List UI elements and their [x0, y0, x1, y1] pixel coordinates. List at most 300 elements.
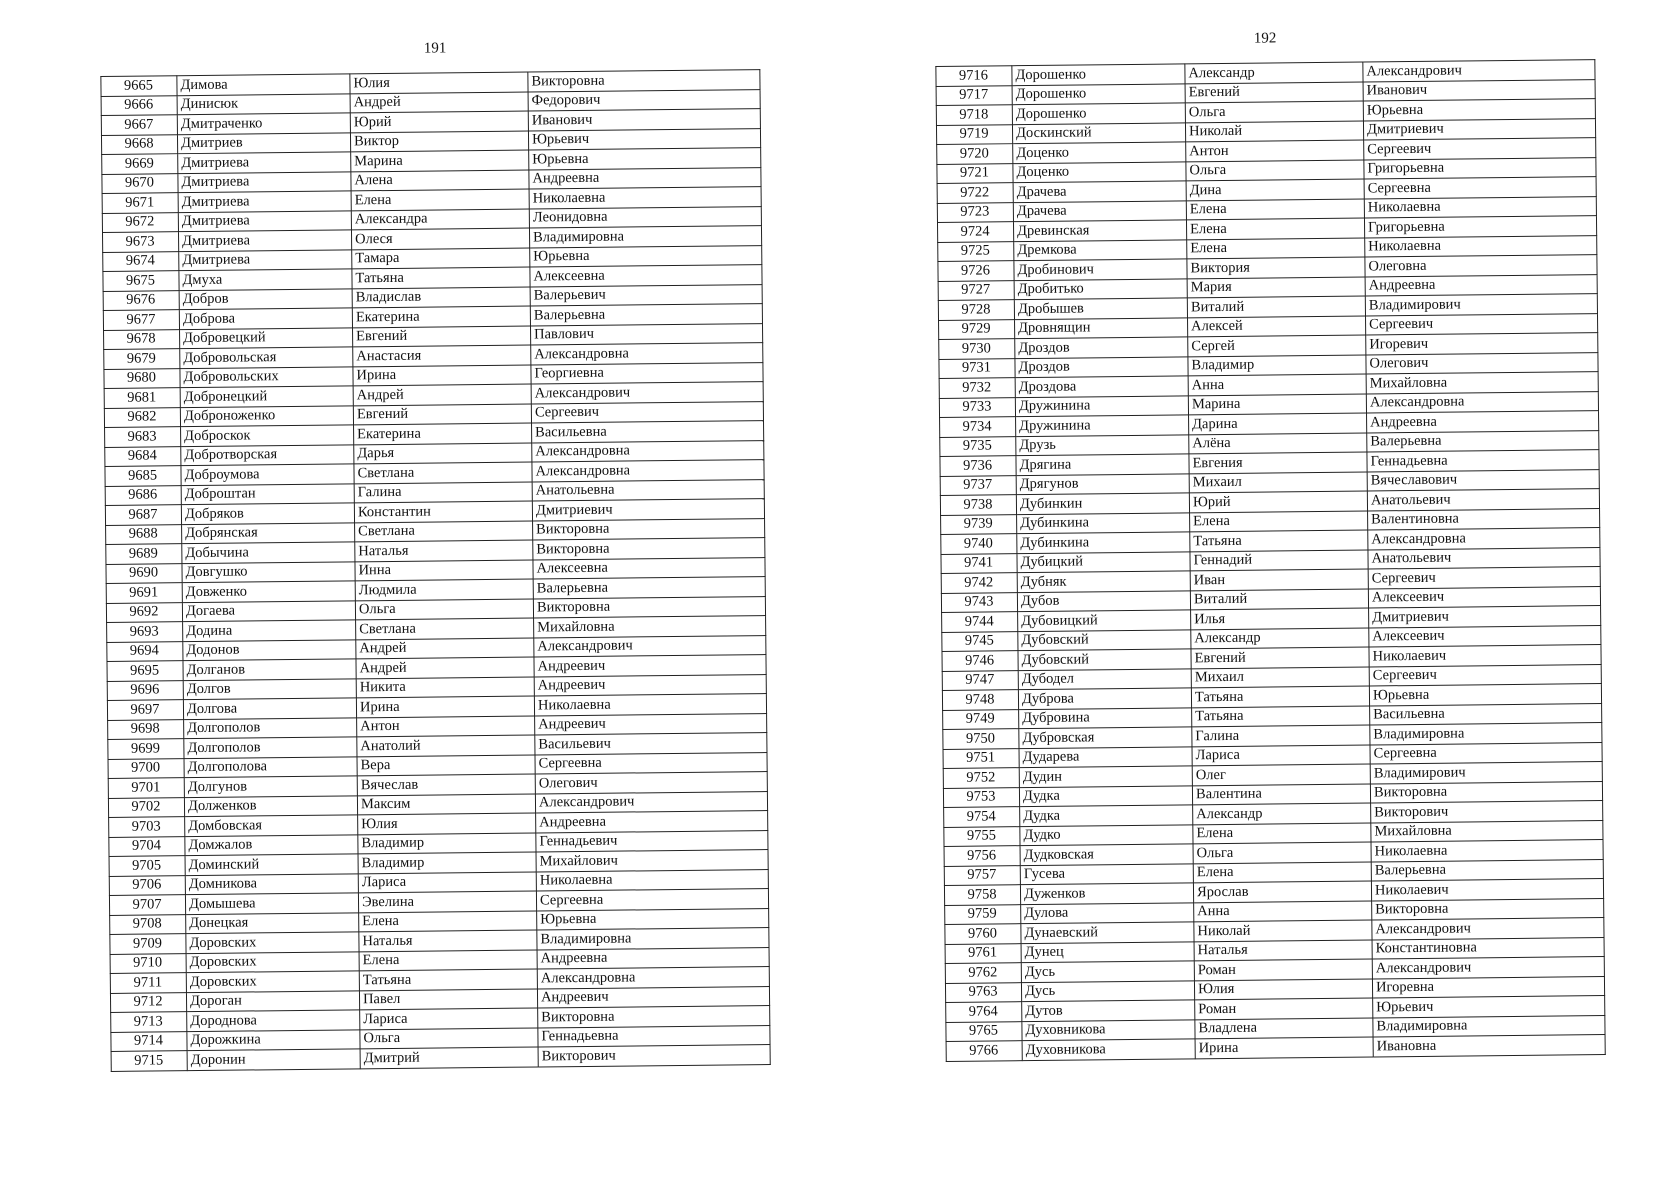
- surname-cell: Догаева: [182, 600, 355, 621]
- surname-cell: Дробышев: [1014, 298, 1187, 319]
- patronymic-cell: Юрьевна: [529, 148, 761, 170]
- first-name-cell: Елена: [351, 189, 529, 210]
- surname-cell: Долженков: [184, 795, 357, 816]
- patronymic-cell: Иванович: [1363, 79, 1595, 101]
- record-number-cell: 9730: [939, 339, 1015, 359]
- first-name-cell: Евгений: [1185, 82, 1363, 103]
- record-number-cell: 9732: [939, 378, 1015, 398]
- first-name-cell: Евгений: [353, 404, 531, 425]
- patronymic-cell: Григорьевна: [1364, 216, 1596, 238]
- first-name-cell: Ирина: [353, 365, 531, 386]
- record-number-cell: 9685: [105, 466, 181, 486]
- surname-cell: Доскинский: [1012, 122, 1185, 143]
- record-number-cell: 9723: [937, 202, 1013, 222]
- surname-cell: Доброштан: [181, 483, 354, 504]
- patronymic-cell: Григорьевна: [1364, 157, 1596, 179]
- surname-cell: Драчева: [1013, 181, 1186, 202]
- first-name-cell: Владислав: [352, 287, 530, 308]
- surname-cell: Добрянская: [182, 522, 355, 543]
- record-number-cell: 9667: [101, 115, 177, 135]
- record-number-cell: 9681: [104, 388, 180, 408]
- record-number-cell: 9764: [946, 1002, 1022, 1022]
- record-number-cell: 9699: [108, 739, 184, 759]
- first-name-cell: Виталий: [1190, 588, 1368, 609]
- record-number-cell: 9721: [937, 163, 1013, 183]
- record-number-cell: 9751: [943, 748, 1019, 768]
- record-number-cell: 9682: [104, 407, 180, 427]
- surname-cell: Додина: [183, 620, 356, 641]
- patronymic-cell: Георгиевна: [531, 362, 763, 384]
- record-number-cell: 9710: [110, 953, 186, 973]
- first-name-cell: Елена: [359, 949, 537, 970]
- first-name-cell: Александра: [351, 209, 529, 230]
- record-number-cell: 9766: [946, 1041, 1022, 1061]
- record-number-cell: 9745: [942, 631, 1018, 651]
- surname-cell: Доровских: [186, 971, 359, 992]
- record-number-cell: 9700: [108, 758, 184, 778]
- surname-cell: Домжалов: [185, 834, 358, 855]
- record-number-cell: 9747: [942, 670, 1018, 690]
- patronymic-cell: Васильевна: [532, 421, 764, 443]
- first-name-cell: Олеся: [351, 228, 529, 249]
- record-number-cell: 9701: [108, 778, 184, 798]
- first-name-cell: Юлия: [358, 813, 536, 834]
- patronymic-cell: Викторовна: [533, 538, 765, 560]
- patronymic-cell: Викторовна: [1370, 781, 1602, 803]
- patronymic-cell: Алексеевич: [1369, 625, 1601, 647]
- record-number-cell: 9763: [945, 982, 1021, 1002]
- record-number-cell: 9707: [109, 895, 185, 915]
- first-name-cell: Татьяна: [1192, 705, 1370, 726]
- patronymic-cell: Алексеевна: [530, 265, 762, 287]
- surname-cell: Дмитриева: [178, 152, 351, 173]
- record-number-cell: 9727: [938, 280, 1014, 300]
- record-number-cell: 9752: [943, 768, 1019, 788]
- patronymic-cell: Николаевна: [529, 187, 761, 209]
- first-name-cell: Юлия: [350, 72, 528, 93]
- first-name-cell: Андрей: [356, 657, 534, 678]
- patronymic-cell: Андреевна: [537, 947, 769, 969]
- surname-cell: Дуброва: [1018, 688, 1191, 709]
- surname-cell: Добровецкий: [180, 327, 353, 348]
- surname-cell: Дорошенко: [1012, 64, 1185, 85]
- surname-cell: Дубинкина: [1017, 512, 1190, 533]
- first-name-cell: Олег: [1192, 764, 1370, 785]
- patronymic-cell: Сергеевна: [1370, 742, 1602, 764]
- surname-cell: Долганов: [183, 659, 356, 680]
- record-number-cell: 9679: [104, 349, 180, 369]
- first-name-cell: Юрий: [350, 111, 528, 132]
- surname-cell: Дусь: [1021, 980, 1194, 1001]
- surname-cell: Дорошенко: [1012, 83, 1185, 104]
- record-number-cell: 9687: [105, 505, 181, 525]
- record-number-cell: 9716: [936, 66, 1012, 86]
- patronymic-cell: Федорович: [528, 89, 760, 111]
- surname-cell: Добротворская: [181, 444, 354, 465]
- first-name-cell: Юлия: [1194, 978, 1372, 999]
- patronymic-cell: Юрьевич: [528, 128, 760, 150]
- surname-cell: Динисюк: [177, 93, 350, 114]
- record-number-cell: 9709: [110, 934, 186, 954]
- first-name-cell: Владимир: [358, 832, 536, 853]
- record-number-cell: 9762: [945, 963, 1021, 983]
- first-name-cell: Андрей: [356, 637, 534, 658]
- record-number-cell: 9675: [103, 271, 179, 291]
- patronymic-cell: Игоревна: [1372, 976, 1604, 998]
- first-name-cell: Анна: [1194, 900, 1372, 921]
- first-name-cell: Владимир: [1188, 355, 1366, 376]
- patronymic-cell: Викторович: [538, 1045, 770, 1067]
- record-number-cell: 9705: [109, 856, 185, 876]
- record-number-cell: 9754: [944, 807, 1020, 827]
- first-name-cell: Ярослав: [1193, 881, 1371, 902]
- surname-cell: Дорошенко: [1012, 103, 1185, 124]
- patronymic-cell: Андреевич: [534, 655, 766, 677]
- surname-cell: Доценко: [1013, 142, 1186, 163]
- surname-cell: Дудко: [1020, 824, 1193, 845]
- first-name-cell: Александр: [1191, 627, 1369, 648]
- surname-cell: Дроздов: [1015, 356, 1188, 377]
- first-name-cell: Владлена: [1195, 1017, 1373, 1038]
- surname-cell: Дрягунов: [1016, 473, 1189, 494]
- surname-cell: Доминский: [185, 854, 358, 875]
- surname-cell: Дровнящин: [1015, 317, 1188, 338]
- record-number-cell: 9695: [107, 661, 183, 681]
- first-name-cell: Геннадий: [1190, 549, 1368, 570]
- surname-cell: Дубняк: [1017, 571, 1190, 592]
- patronymic-cell: Александрович: [535, 791, 767, 813]
- patronymic-cell: Викторович: [1371, 801, 1603, 823]
- patronymic-cell: Николаевич: [1369, 645, 1601, 667]
- patronymic-cell: Владимирович: [1370, 762, 1602, 784]
- record-number-cell: 9715: [111, 1051, 187, 1071]
- record-number-cell: 9733: [939, 397, 1015, 417]
- surname-cell: Добряков: [181, 503, 354, 524]
- patronymic-cell: Андреевич: [535, 713, 767, 735]
- surname-cell: Дубов: [1017, 590, 1190, 611]
- surname-cell: Драчева: [1013, 200, 1186, 221]
- patronymic-cell: Сергеевич: [1364, 138, 1596, 160]
- patronymic-cell: Ивановна: [1373, 1035, 1605, 1057]
- surname-cell: Домникова: [185, 873, 358, 894]
- surname-cell: Доброскок: [181, 425, 354, 446]
- record-number-cell: 9712: [110, 992, 186, 1012]
- record-number-cell: 9673: [102, 232, 178, 252]
- surname-cell: Дробинович: [1014, 259, 1187, 280]
- record-number-cell: 9739: [941, 514, 1017, 534]
- record-number-cell: 9726: [938, 261, 1014, 281]
- patronymic-cell: Валерьевич: [530, 284, 762, 306]
- first-name-cell: Наталья: [1194, 939, 1372, 960]
- record-number-cell: 9724: [937, 222, 1013, 242]
- first-name-cell: Вера: [357, 754, 535, 775]
- patronymic-cell: Владимировна: [1373, 1015, 1605, 1037]
- surname-cell: Дубовский: [1018, 649, 1191, 670]
- record-number-cell: 9717: [936, 85, 1012, 105]
- record-number-cell: 9753: [943, 787, 1019, 807]
- record-number-cell: 9671: [102, 193, 178, 213]
- surname-cell: Дусь: [1021, 961, 1194, 982]
- first-name-cell: Анатолий: [357, 735, 535, 756]
- surname-cell: Друзь: [1016, 434, 1189, 455]
- right-page: [935, 25, 1606, 1061]
- first-name-cell: Алена: [351, 170, 529, 191]
- first-name-cell: Ольга: [1193, 842, 1371, 863]
- record-number-cell: 9720: [937, 144, 1013, 164]
- patronymic-cell: Анатольевна: [532, 479, 764, 501]
- surname-cell: Дуженков: [1020, 883, 1193, 904]
- record-number-cell: 9734: [940, 417, 1016, 437]
- first-name-cell: Татьяна: [1191, 686, 1369, 707]
- patronymic-cell: Павлович: [530, 323, 762, 345]
- record-number-cell: 9680: [104, 368, 180, 388]
- surname-cell: Добронецкий: [180, 386, 353, 407]
- record-number-cell: 9735: [940, 436, 1016, 456]
- patronymic-cell: Геннадьевич: [536, 830, 768, 852]
- patronymic-cell: Николаевна: [1365, 235, 1597, 257]
- patronymic-cell: Сергеевич: [1365, 313, 1597, 335]
- first-name-cell: Наталья: [359, 930, 537, 951]
- record-number-cell: 9738: [940, 495, 1016, 515]
- patronymic-cell: Валерьевна: [533, 577, 765, 599]
- surname-cell: Доценко: [1013, 161, 1186, 182]
- patronymic-cell: Николаевна: [534, 694, 766, 716]
- surname-cell: Дубинкина: [1017, 532, 1190, 553]
- first-name-cell: Антон: [1186, 140, 1364, 161]
- first-name-cell: Екатерина: [352, 306, 530, 327]
- registry-table-body: [101, 70, 770, 1071]
- first-name-cell: Елена: [1186, 218, 1364, 239]
- patronymic-cell: Олегович: [535, 772, 767, 794]
- record-number-cell: 9731: [939, 358, 1015, 378]
- surname-cell: Доброноженко: [180, 405, 353, 426]
- patronymic-cell: Александрович: [1363, 60, 1595, 82]
- patronymic-cell: Михайловна: [1366, 372, 1598, 394]
- patronymic-cell: Юрьевна: [537, 908, 769, 930]
- registry-table: [100, 69, 770, 1071]
- patronymic-cell: Николаевна: [1371, 840, 1603, 862]
- first-name-cell: Дмитрий: [360, 1047, 538, 1068]
- patronymic-cell: Викторовна: [1372, 898, 1604, 920]
- surname-cell: Доброва: [179, 308, 352, 329]
- first-name-cell: Ольга: [1186, 160, 1364, 181]
- first-name-cell: Татьяна: [359, 969, 537, 990]
- first-name-cell: Евгений: [353, 326, 531, 347]
- first-name-cell: Максим: [357, 793, 535, 814]
- first-name-cell: Елена: [1190, 510, 1368, 531]
- first-name-cell: Анастасия: [353, 345, 531, 366]
- record-number-cell: 9725: [938, 241, 1014, 261]
- first-name-cell: Светлана: [356, 618, 534, 639]
- first-name-cell: Наталья: [355, 540, 533, 561]
- record-number-cell: 9750: [943, 729, 1019, 749]
- surname-cell: Доровских: [186, 932, 359, 953]
- record-number-cell: 9729: [939, 319, 1015, 339]
- surname-cell: Дударева: [1019, 746, 1192, 767]
- first-name-cell: Светлана: [355, 520, 533, 541]
- record-number-cell: 9748: [942, 690, 1018, 710]
- record-number-cell: 9714: [111, 1031, 187, 1051]
- first-name-cell: Евгений: [1191, 647, 1369, 668]
- first-name-cell: Александр: [1185, 62, 1363, 83]
- surname-cell: Дроздова: [1015, 376, 1188, 397]
- patronymic-cell: Константиновна: [1372, 937, 1604, 959]
- first-name-cell: Виктория: [1187, 257, 1365, 278]
- patronymic-cell: Сергеевич: [1368, 567, 1600, 589]
- patronymic-cell: Леонидовна: [529, 206, 761, 228]
- record-number-cell: 9760: [945, 924, 1021, 944]
- surname-cell: Дулова: [1021, 902, 1194, 923]
- record-number-cell: 9742: [941, 573, 1017, 593]
- first-name-cell: Ольга: [1185, 101, 1363, 122]
- record-number-cell: 9757: [944, 865, 1020, 885]
- record-number-cell: 9761: [945, 943, 1021, 963]
- first-name-cell: Иван: [1190, 569, 1368, 590]
- record-number-cell: 9666: [101, 95, 177, 115]
- surname-cell: Дубовицкий: [1018, 610, 1191, 631]
- surname-cell: Дубровская: [1019, 727, 1192, 748]
- patronymic-cell: Васильевич: [535, 733, 767, 755]
- patronymic-cell: Викторовна: [533, 596, 765, 618]
- record-number-cell: 9756: [944, 846, 1020, 866]
- first-name-cell: Ирина: [1195, 1037, 1373, 1058]
- first-name-cell: Лариса: [358, 871, 536, 892]
- patronymic-cell: Анатольевич: [1367, 489, 1599, 511]
- record-number-cell: 9718: [936, 105, 1012, 125]
- first-name-cell: Дарина: [1189, 413, 1367, 434]
- first-name-cell: Анна: [1188, 374, 1366, 395]
- record-number-cell: 9722: [937, 183, 1013, 203]
- patronymic-cell: Михайлович: [536, 850, 768, 872]
- record-number-cell: 9706: [109, 875, 185, 895]
- first-name-cell: Екатерина: [354, 423, 532, 444]
- registry-table: [935, 59, 1605, 1061]
- patronymic-cell: Юрьевич: [1373, 996, 1605, 1018]
- patronymic-cell: Александрович: [534, 635, 766, 657]
- patronymic-cell: Александровна: [1368, 528, 1600, 550]
- first-name-cell: Валентина: [1192, 783, 1370, 804]
- first-name-cell: Николай: [1194, 920, 1372, 941]
- first-name-cell: Алёна: [1189, 433, 1367, 454]
- first-name-cell: Мария: [1187, 277, 1365, 298]
- surname-cell: Доровских: [186, 951, 359, 972]
- first-name-cell: Сергей: [1188, 335, 1366, 356]
- registry-table-body: [936, 60, 1605, 1061]
- patronymic-cell: Александровна: [532, 460, 764, 482]
- first-name-cell: Антон: [357, 715, 535, 736]
- surname-cell: Дмитриева: [178, 171, 351, 192]
- record-number-cell: 9683: [105, 427, 181, 447]
- surname-cell: Долгова: [183, 698, 356, 719]
- first-name-cell: Андрей: [350, 92, 528, 113]
- first-name-cell: Елена: [1186, 199, 1364, 220]
- page-number: 191: [423, 40, 447, 57]
- record-number-cell: 9691: [106, 583, 182, 603]
- patronymic-cell: Сергеевич: [1369, 664, 1601, 686]
- surname-cell: Дубровина: [1019, 707, 1192, 728]
- surname-cell: Донецкая: [186, 912, 359, 933]
- surname-cell: Дудин: [1019, 766, 1192, 787]
- patronymic-cell: Дмитриевич: [532, 499, 764, 521]
- first-name-cell: Алексей: [1188, 316, 1366, 337]
- first-name-cell: Елена: [1187, 238, 1365, 259]
- first-name-cell: Константин: [354, 501, 532, 522]
- patronymic-cell: Валерьевна: [1371, 859, 1603, 881]
- patronymic-cell: Александровна: [532, 440, 764, 462]
- record-number-cell: 9755: [944, 826, 1020, 846]
- first-name-cell: Ольга: [360, 1027, 538, 1048]
- surname-cell: Дмитриев: [177, 132, 350, 153]
- patronymic-cell: Викторовна: [538, 1006, 770, 1028]
- first-name-cell: Татьяна: [1190, 530, 1368, 551]
- record-number-cell: 9740: [941, 534, 1017, 554]
- patronymic-cell: Александровна: [537, 967, 769, 989]
- record-number-cell: 9670: [102, 173, 178, 193]
- surname-cell: Долгополова: [184, 756, 357, 777]
- record-number-cell: 9669: [102, 154, 178, 174]
- first-name-cell: Галина: [354, 481, 532, 502]
- first-name-cell: Дина: [1186, 179, 1364, 200]
- patronymic-cell: Владимирович: [1365, 294, 1597, 316]
- first-name-cell: Роман: [1195, 998, 1373, 1019]
- record-number-cell: 9676: [103, 290, 179, 310]
- first-name-cell: Юрий: [1189, 491, 1367, 512]
- surname-cell: Доброумова: [181, 464, 354, 485]
- first-name-cell: Эвелина: [358, 891, 536, 912]
- left-page: [100, 35, 771, 1071]
- record-number-cell: 9759: [945, 904, 1021, 924]
- patronymic-cell: Сергеевна: [536, 889, 768, 911]
- surname-cell: Дробитько: [1014, 278, 1187, 299]
- patronymic-cell: Юрьевна: [1363, 99, 1595, 121]
- record-number-cell: 9758: [944, 885, 1020, 905]
- first-name-cell: Тамара: [352, 248, 530, 269]
- patronymic-cell: Дмитриевич: [1363, 118, 1595, 140]
- first-name-cell: Михаил: [1191, 666, 1369, 687]
- patronymic-cell: Андреевна: [1365, 274, 1597, 296]
- first-name-cell: Елена: [359, 910, 537, 931]
- record-number-cell: 9696: [107, 680, 183, 700]
- patronymic-cell: Олеговна: [1365, 255, 1597, 277]
- patronymic-cell: Александровна: [531, 343, 763, 365]
- surname-cell: Дудка: [1020, 805, 1193, 826]
- patronymic-cell: Анатольевич: [1368, 547, 1600, 569]
- record-number-cell: 9743: [941, 592, 1017, 612]
- surname-cell: Долгунов: [184, 776, 357, 797]
- surname-cell: Дружинина: [1015, 395, 1188, 416]
- first-name-cell: Александр: [1193, 803, 1371, 824]
- record-number-cell: 9690: [106, 563, 182, 583]
- record-number-cell: 9694: [107, 641, 183, 661]
- record-number-cell: 9674: [103, 251, 179, 271]
- surname-cell: Добровольских: [180, 366, 353, 387]
- patronymic-cell: Владимировна: [529, 226, 761, 248]
- surname-cell: Дубицкий: [1017, 551, 1190, 572]
- record-number-cell: 9737: [940, 475, 1016, 495]
- surname-cell: Добровольская: [180, 347, 353, 368]
- patronymic-cell: Андреевна: [529, 167, 761, 189]
- first-name-cell: Михаил: [1189, 471, 1367, 492]
- patronymic-cell: Игоревич: [1366, 333, 1598, 355]
- record-number-cell: 9672: [102, 212, 178, 232]
- surname-cell: Дубинкин: [1016, 493, 1189, 514]
- surname-cell: Дубовский: [1018, 629, 1191, 650]
- patronymic-cell: Александрович: [1372, 918, 1604, 940]
- record-number-cell: 9665: [101, 76, 177, 96]
- surname-cell: Дремкова: [1014, 239, 1187, 260]
- record-number-cell: 9693: [107, 622, 183, 642]
- record-number-cell: 9678: [104, 329, 180, 349]
